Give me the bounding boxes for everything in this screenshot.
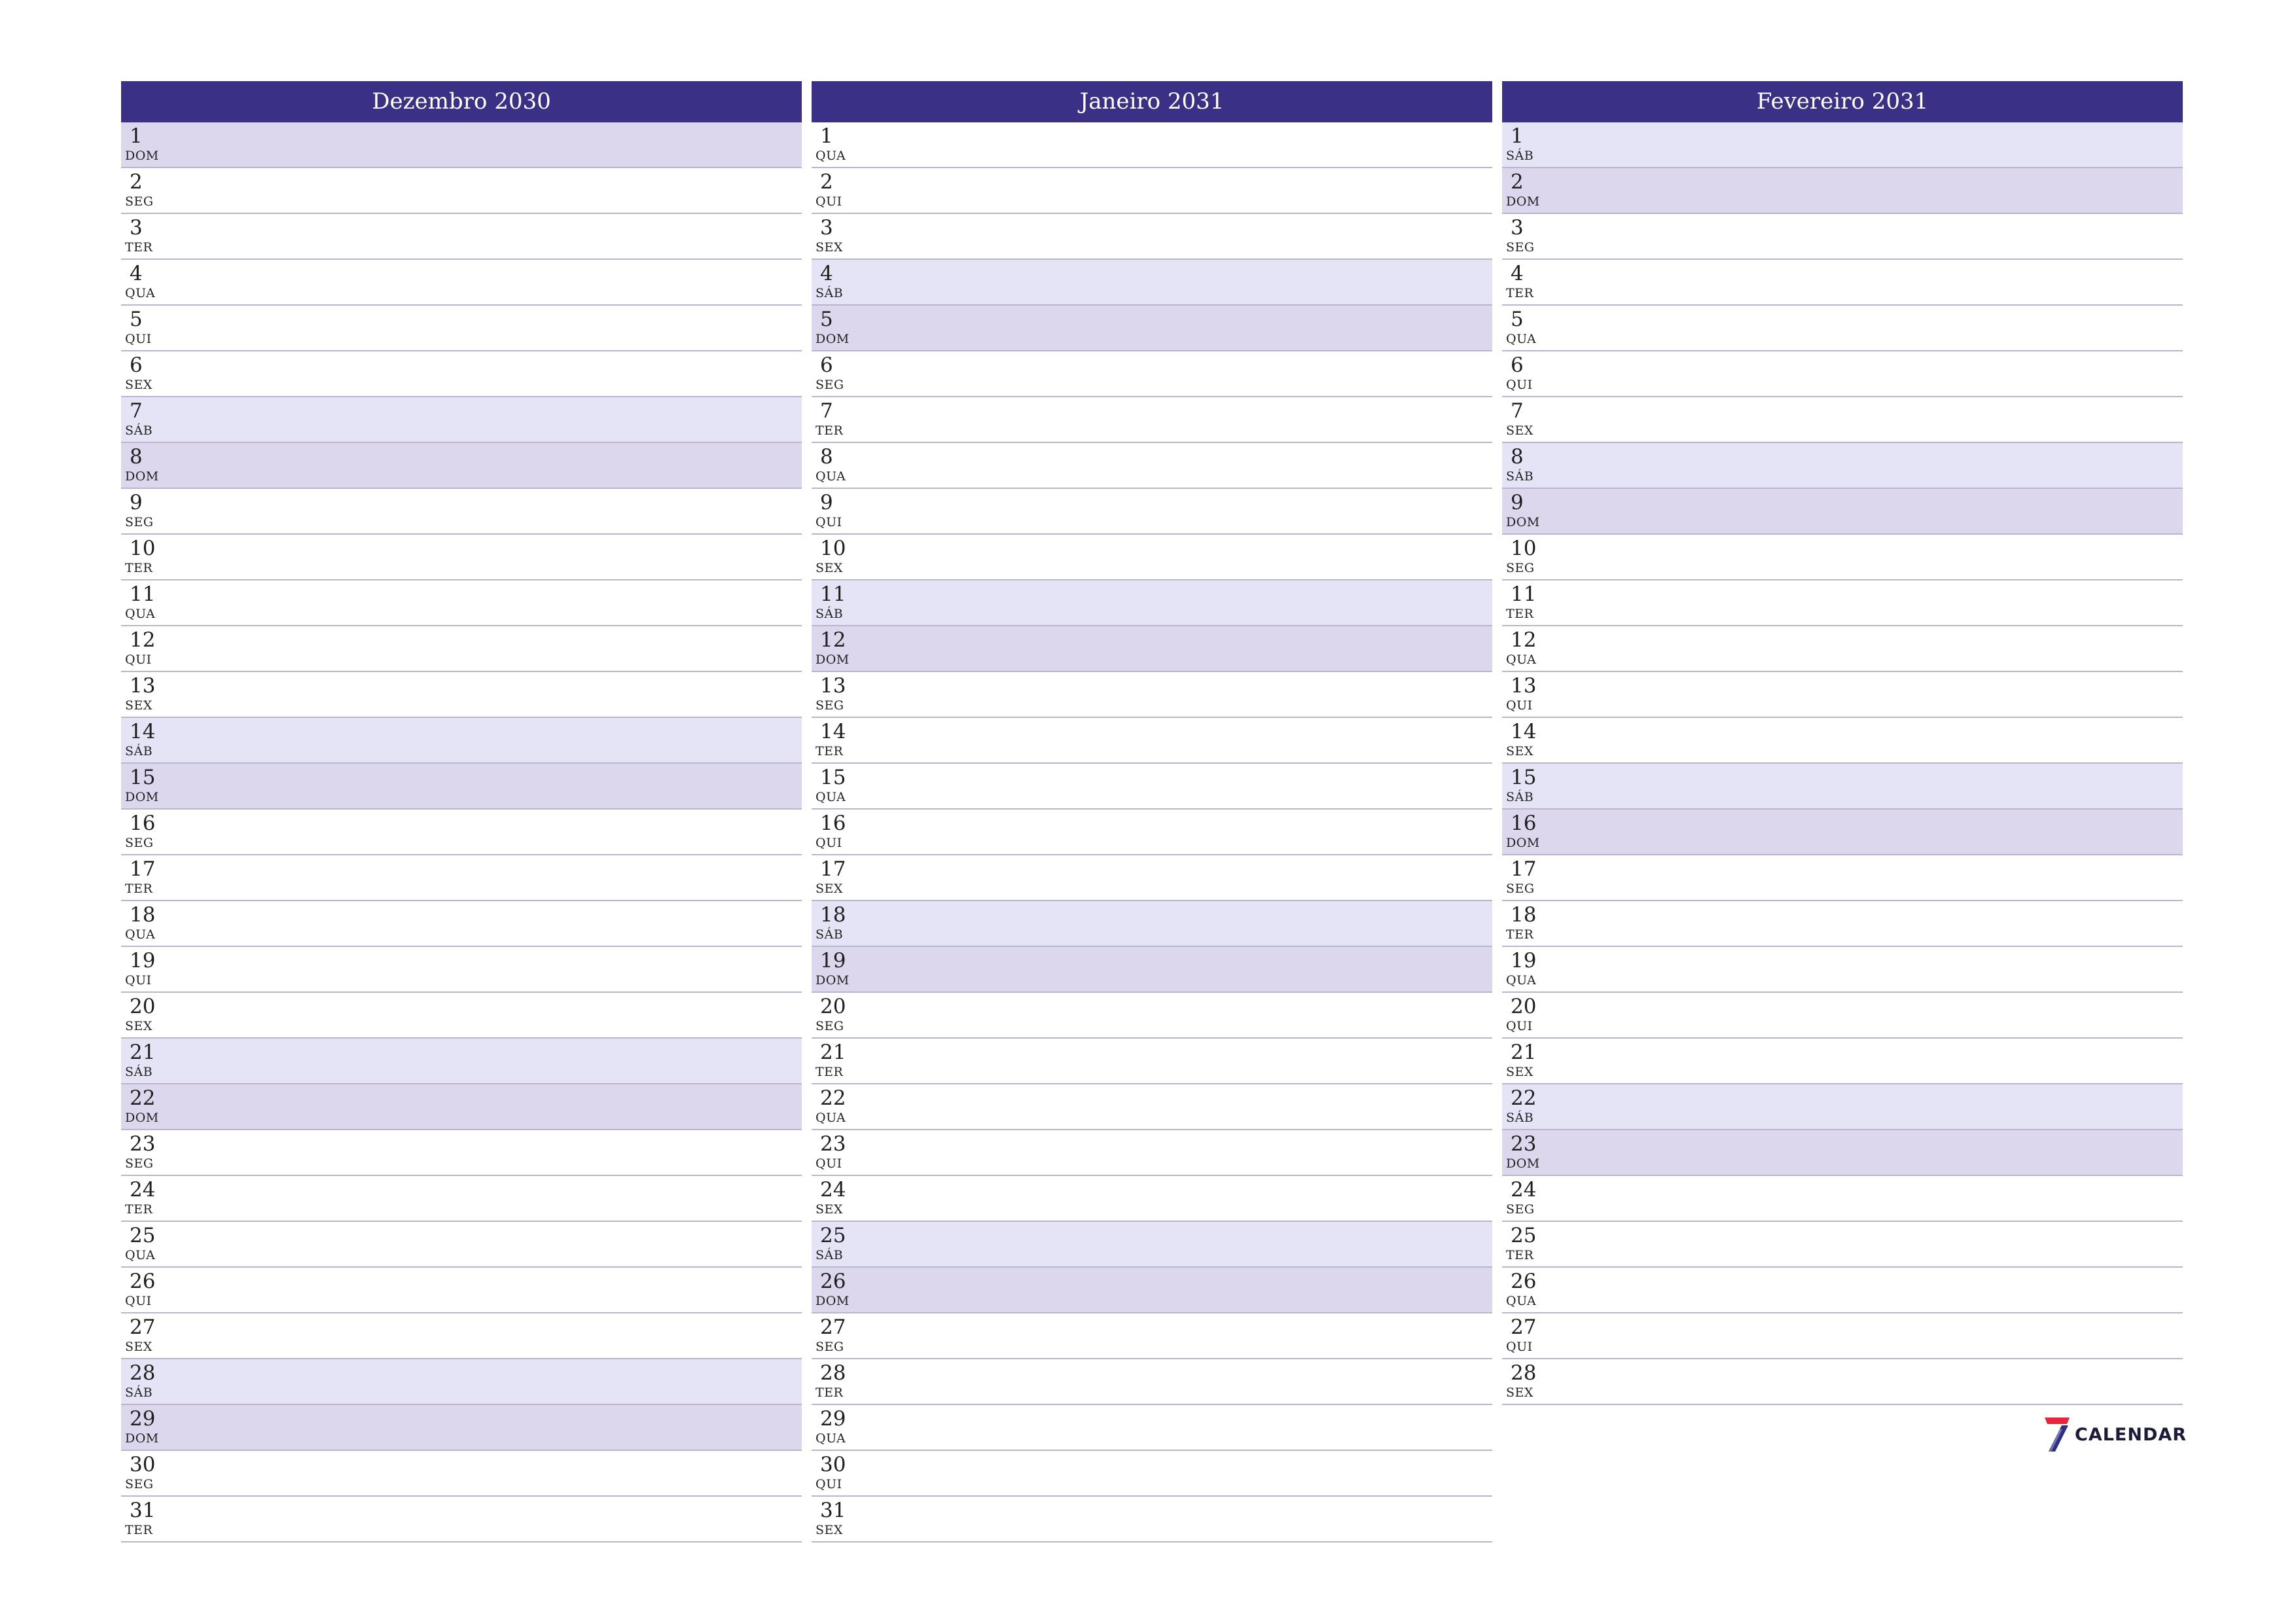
weekday-label: TER: [816, 1065, 844, 1079]
weekday-label: DOM: [1506, 836, 1540, 850]
day-number: 11: [130, 582, 156, 606]
weekday-label: QUI: [1506, 1019, 1533, 1033]
weekday-label: SÁB: [125, 423, 153, 438]
day-row: [812, 1222, 1492, 1268]
day-row: [1502, 306, 2183, 351]
day-number: 29: [820, 1407, 846, 1431]
day-row: [812, 260, 1492, 306]
weekday-label: SEX: [816, 561, 843, 575]
day-row: [121, 1359, 802, 1405]
day-number: 5: [820, 308, 833, 331]
weekday-label: SÁB: [1506, 469, 1534, 484]
day-number: 8: [130, 445, 143, 469]
day-row: [812, 810, 1492, 855]
weekday-label: SEG: [1506, 240, 1535, 255]
day-number: 12: [820, 628, 846, 652]
weekday-label: TER: [816, 1385, 844, 1400]
day-number: 24: [820, 1178, 846, 1202]
day-number: 18: [820, 903, 846, 927]
weekday-label: QUI: [816, 194, 842, 209]
day-row: [121, 489, 802, 535]
weekday-label: QUA: [816, 469, 846, 484]
weekday-label: QUI: [816, 1156, 842, 1171]
day-number: 17: [130, 857, 156, 881]
weekday-label: DOM: [816, 973, 850, 988]
day-row: [121, 1451, 802, 1497]
day-number: 13: [130, 674, 156, 698]
day-row: [812, 901, 1492, 947]
day-row: [812, 489, 1492, 535]
day-row: [812, 1039, 1492, 1084]
day-number: 16: [130, 812, 156, 835]
day-list: [1502, 122, 2183, 1405]
day-row: [1502, 580, 2183, 626]
day-number: 28: [820, 1361, 846, 1385]
day-number: 16: [820, 812, 846, 835]
day-number: 26: [820, 1270, 846, 1293]
weekday-label: SEX: [125, 1340, 152, 1354]
weekday-label: SEG: [816, 378, 844, 392]
day-row: [812, 1451, 1492, 1497]
weekday-label: SÁB: [125, 1385, 153, 1400]
day-number: 17: [1511, 857, 1537, 881]
weekday-label: DOM: [125, 469, 159, 484]
weekday-label: QUA: [816, 790, 846, 804]
day-row: [121, 214, 802, 260]
day-row: [812, 855, 1492, 901]
weekday-label: TER: [816, 744, 844, 758]
day-number: 21: [1511, 1041, 1537, 1064]
day-row: [812, 122, 1492, 168]
day-row: [1502, 626, 2183, 672]
weekday-label: SEX: [816, 1202, 843, 1217]
weekday-label: DOM: [125, 149, 159, 163]
day-row: [1502, 1359, 2183, 1405]
day-row: [1502, 901, 2183, 947]
day-row: [121, 626, 802, 672]
weekday-label: SEG: [125, 515, 154, 529]
day-number: 31: [130, 1499, 156, 1522]
weekday-label: QUA: [816, 149, 846, 163]
weekday-label: DOM: [125, 1431, 159, 1446]
day-row: [812, 1268, 1492, 1313]
day-row: [121, 351, 802, 397]
weekday-label: TER: [1506, 1248, 1534, 1262]
weekday-label: SÁB: [816, 1248, 844, 1262]
day-number: 20: [820, 995, 846, 1018]
day-row: [1502, 718, 2183, 764]
weekday-label: QUA: [1506, 332, 1537, 346]
day-number: 21: [130, 1041, 156, 1064]
day-row: [812, 626, 1492, 672]
day-number: 15: [130, 766, 156, 789]
day-number: 6: [820, 353, 833, 377]
day-number: 13: [1511, 674, 1537, 698]
weekday-label: TER: [1506, 286, 1534, 300]
weekday-label: SEG: [816, 698, 844, 713]
day-row: [1502, 672, 2183, 718]
day-number: 21: [820, 1041, 846, 1064]
day-row: [1502, 810, 2183, 855]
day-row: [121, 718, 802, 764]
day-number: 15: [820, 766, 846, 789]
weekday-label: QUA: [125, 1248, 156, 1262]
weekday-label: DOM: [1506, 194, 1540, 209]
day-number: 7: [1511, 399, 1524, 423]
day-row: [812, 1359, 1492, 1405]
weekday-label: SEX: [1506, 423, 1534, 438]
weekday-label: QUI: [1506, 378, 1533, 392]
day-number: 11: [820, 582, 846, 606]
day-number: 3: [130, 216, 143, 240]
weekday-label: QUA: [816, 1111, 846, 1125]
day-number: 4: [1511, 262, 1524, 285]
day-number: 22: [130, 1086, 156, 1110]
weekday-label: QUI: [125, 652, 152, 667]
day-number: 1: [1511, 124, 1524, 148]
day-number: 26: [130, 1270, 156, 1293]
day-number: 10: [130, 537, 156, 560]
day-number: 10: [820, 537, 846, 560]
weekday-label: QUI: [125, 973, 152, 988]
day-number: 2: [130, 170, 143, 194]
weekday-label: QUI: [816, 1477, 842, 1491]
weekday-label: QUI: [125, 332, 152, 346]
weekday-label: DOM: [816, 1294, 850, 1308]
weekday-label: SÁB: [125, 1065, 153, 1079]
day-row: [1502, 443, 2183, 489]
day-row: [121, 1405, 802, 1451]
weekday-label: QUI: [1506, 698, 1533, 713]
day-number: 16: [1511, 812, 1537, 835]
day-number: 12: [130, 628, 156, 652]
weekday-label: DOM: [125, 790, 159, 804]
day-number: 3: [820, 216, 833, 240]
weekday-label: DOM: [125, 1111, 159, 1125]
day-number: 5: [130, 308, 143, 331]
day-row: [812, 764, 1492, 810]
weekday-label: QUI: [816, 515, 842, 529]
weekday-label: SEX: [816, 1523, 843, 1537]
day-row: [121, 122, 802, 168]
day-row: [121, 901, 802, 947]
day-row: [1502, 947, 2183, 993]
day-number: 14: [1511, 720, 1537, 743]
day-row: [812, 214, 1492, 260]
month-column-fevereiro: [1502, 81, 2183, 1405]
day-row: [121, 672, 802, 718]
day-row: [1502, 1268, 2183, 1313]
weekday-label: SEX: [125, 378, 152, 392]
weekday-label: SEG: [125, 194, 154, 209]
weekday-label: SEX: [125, 698, 152, 713]
day-number: 7: [820, 399, 833, 423]
day-row: [812, 443, 1492, 489]
day-row: [121, 947, 802, 993]
day-row: [121, 1039, 802, 1084]
day-number: 27: [1511, 1315, 1537, 1339]
weekday-label: TER: [125, 240, 153, 255]
day-row: [812, 1176, 1492, 1222]
day-row: [1502, 764, 2183, 810]
day-number: 6: [1511, 353, 1524, 377]
day-row: [121, 764, 802, 810]
weekday-label: SEG: [1506, 561, 1535, 575]
day-number: 23: [820, 1132, 846, 1156]
weekday-label: DOM: [816, 652, 850, 667]
weekday-label: QUI: [816, 836, 842, 850]
weekday-label: SÁB: [816, 927, 844, 942]
day-row: [121, 1176, 802, 1222]
day-number: 3: [1511, 216, 1524, 240]
day-row: [812, 718, 1492, 764]
day-number: 5: [1511, 308, 1524, 331]
weekday-label: QUA: [125, 286, 156, 300]
month-title: Janeiro 2031: [812, 81, 1492, 122]
day-number: 28: [1511, 1361, 1537, 1385]
day-number: 25: [820, 1224, 846, 1247]
day-row: [1502, 260, 2183, 306]
day-row: [121, 810, 802, 855]
day-number: 1: [820, 124, 833, 148]
weekday-label: SÁB: [816, 286, 844, 300]
seven-logo-icon: [2042, 1416, 2071, 1453]
day-number: 13: [820, 674, 846, 698]
weekday-label: SÁB: [1506, 149, 1534, 163]
brand-logo: [2042, 1415, 2187, 1454]
day-list: [812, 122, 1492, 1543]
weekday-label: QUA: [125, 927, 156, 942]
day-row: [1502, 535, 2183, 580]
weekday-label: SEX: [816, 240, 843, 255]
weekday-label: SÁB: [125, 744, 153, 758]
day-number: 9: [820, 491, 833, 514]
day-row: [121, 1313, 802, 1359]
day-number: 20: [1511, 995, 1537, 1018]
day-number: 15: [1511, 766, 1537, 789]
day-number: 19: [820, 949, 846, 972]
weekday-label: TER: [1506, 927, 1534, 942]
day-number: 24: [1511, 1178, 1537, 1202]
weekday-label: QUA: [816, 1431, 846, 1446]
day-row: [1502, 1130, 2183, 1176]
day-row: [1502, 1222, 2183, 1268]
weekday-label: SEG: [1506, 1202, 1535, 1217]
day-number: 22: [1511, 1086, 1537, 1110]
weekday-label: DOM: [1506, 1156, 1540, 1171]
day-row: [1502, 122, 2183, 168]
day-number: 25: [1511, 1224, 1537, 1247]
day-row: [1502, 214, 2183, 260]
day-row: [812, 580, 1492, 626]
day-row: [121, 1268, 802, 1313]
weekday-label: SÁB: [816, 607, 844, 621]
day-row: [121, 580, 802, 626]
weekday-label: SEX: [1506, 1385, 1534, 1400]
day-number: 9: [130, 491, 143, 514]
day-number: 28: [130, 1361, 156, 1385]
day-row: [121, 168, 802, 214]
day-row: [812, 1084, 1492, 1130]
weekday-label: SEG: [125, 1477, 154, 1491]
day-number: 31: [820, 1499, 846, 1522]
day-row: [1502, 489, 2183, 535]
day-row: [121, 535, 802, 580]
weekday-label: SEX: [816, 882, 843, 896]
day-row: [121, 855, 802, 901]
month-column-dezembro: [121, 81, 802, 1543]
day-row: [1502, 1084, 2183, 1130]
weekday-label: SEG: [1506, 882, 1535, 896]
weekday-label: QUA: [1506, 973, 1537, 988]
day-row: [812, 351, 1492, 397]
day-number: 9: [1511, 491, 1524, 514]
day-row: [812, 306, 1492, 351]
day-number: 27: [820, 1315, 846, 1339]
weekday-label: QUA: [1506, 652, 1537, 667]
day-row: [121, 1497, 802, 1543]
weekday-label: TER: [816, 423, 844, 438]
day-row: [121, 1084, 802, 1130]
day-row: [1502, 168, 2183, 214]
day-number: 14: [820, 720, 846, 743]
weekday-label: SÁB: [1506, 1111, 1534, 1125]
weekday-label: QUI: [1506, 1340, 1533, 1354]
weekday-label: SEG: [125, 836, 154, 850]
day-row: [121, 443, 802, 489]
day-row: [121, 260, 802, 306]
day-row: [121, 397, 802, 443]
day-number: 6: [130, 353, 143, 377]
day-row: [1502, 397, 2183, 443]
day-row: [812, 1130, 1492, 1176]
day-row: [812, 993, 1492, 1039]
day-row: [812, 168, 1492, 214]
day-number: 2: [1511, 170, 1524, 194]
day-number: 8: [820, 445, 833, 469]
day-number: 27: [130, 1315, 156, 1339]
weekday-label: SÁB: [1506, 790, 1534, 804]
day-number: 14: [130, 720, 156, 743]
weekday-label: DOM: [816, 332, 850, 346]
brand-text: CALENDAR: [2075, 1424, 2187, 1445]
day-row: [812, 1313, 1492, 1359]
weekday-label: SEG: [816, 1340, 844, 1354]
weekday-label: SEG: [816, 1019, 844, 1033]
day-row: [812, 1405, 1492, 1451]
day-row: [121, 1222, 802, 1268]
day-number: 11: [1511, 582, 1537, 606]
month-column-janeiro: [812, 81, 1492, 1543]
weekday-label: QUA: [1506, 1294, 1537, 1308]
day-row: [121, 1130, 802, 1176]
day-number: 26: [1511, 1270, 1537, 1293]
day-number: 30: [130, 1453, 156, 1476]
weekday-label: TER: [125, 882, 153, 896]
day-number: 4: [130, 262, 143, 285]
day-number: 19: [130, 949, 156, 972]
day-number: 24: [130, 1178, 156, 1202]
day-row: [1502, 351, 2183, 397]
day-row: [1502, 1039, 2183, 1084]
day-number: 25: [130, 1224, 156, 1247]
weekday-label: SEX: [125, 1019, 152, 1033]
day-row: [1502, 1176, 2183, 1222]
day-number: 30: [820, 1453, 846, 1476]
day-row: [1502, 1313, 2183, 1359]
weekday-label: TER: [125, 561, 153, 575]
weekday-label: QUI: [125, 1294, 152, 1308]
weekday-label: TER: [125, 1202, 153, 1217]
day-number: 4: [820, 262, 833, 285]
day-row: [1502, 993, 2183, 1039]
day-number: 23: [130, 1132, 156, 1156]
day-number: 18: [1511, 903, 1537, 927]
weekday-label: DOM: [1506, 515, 1540, 529]
day-number: 22: [820, 1086, 846, 1110]
day-number: 23: [1511, 1132, 1537, 1156]
day-row: [812, 1497, 1492, 1543]
day-number: 1: [130, 124, 143, 148]
weekday-label: QUA: [125, 607, 156, 621]
day-number: 7: [130, 399, 143, 423]
day-number: 19: [1511, 949, 1537, 972]
day-row: [812, 947, 1492, 993]
day-row: [812, 672, 1492, 718]
weekday-label: SEG: [125, 1156, 154, 1171]
weekday-label: SEX: [1506, 744, 1534, 758]
weekday-label: SEX: [1506, 1065, 1534, 1079]
day-row: [1502, 855, 2183, 901]
day-row: [121, 306, 802, 351]
day-number: 12: [1511, 628, 1537, 652]
day-row: [812, 397, 1492, 443]
day-number: 8: [1511, 445, 1524, 469]
month-title: Dezembro 2030: [121, 81, 802, 122]
day-list: [121, 122, 802, 1543]
day-number: 2: [820, 170, 833, 194]
weekday-label: TER: [1506, 607, 1534, 621]
month-title: Fevereiro 2031: [1502, 81, 2183, 122]
day-number: 20: [130, 995, 156, 1018]
day-number: 10: [1511, 537, 1537, 560]
day-number: 17: [820, 857, 846, 881]
day-number: 29: [130, 1407, 156, 1431]
day-row: [121, 993, 802, 1039]
day-row: [812, 535, 1492, 580]
day-number: 18: [130, 903, 156, 927]
weekday-label: TER: [125, 1523, 153, 1537]
